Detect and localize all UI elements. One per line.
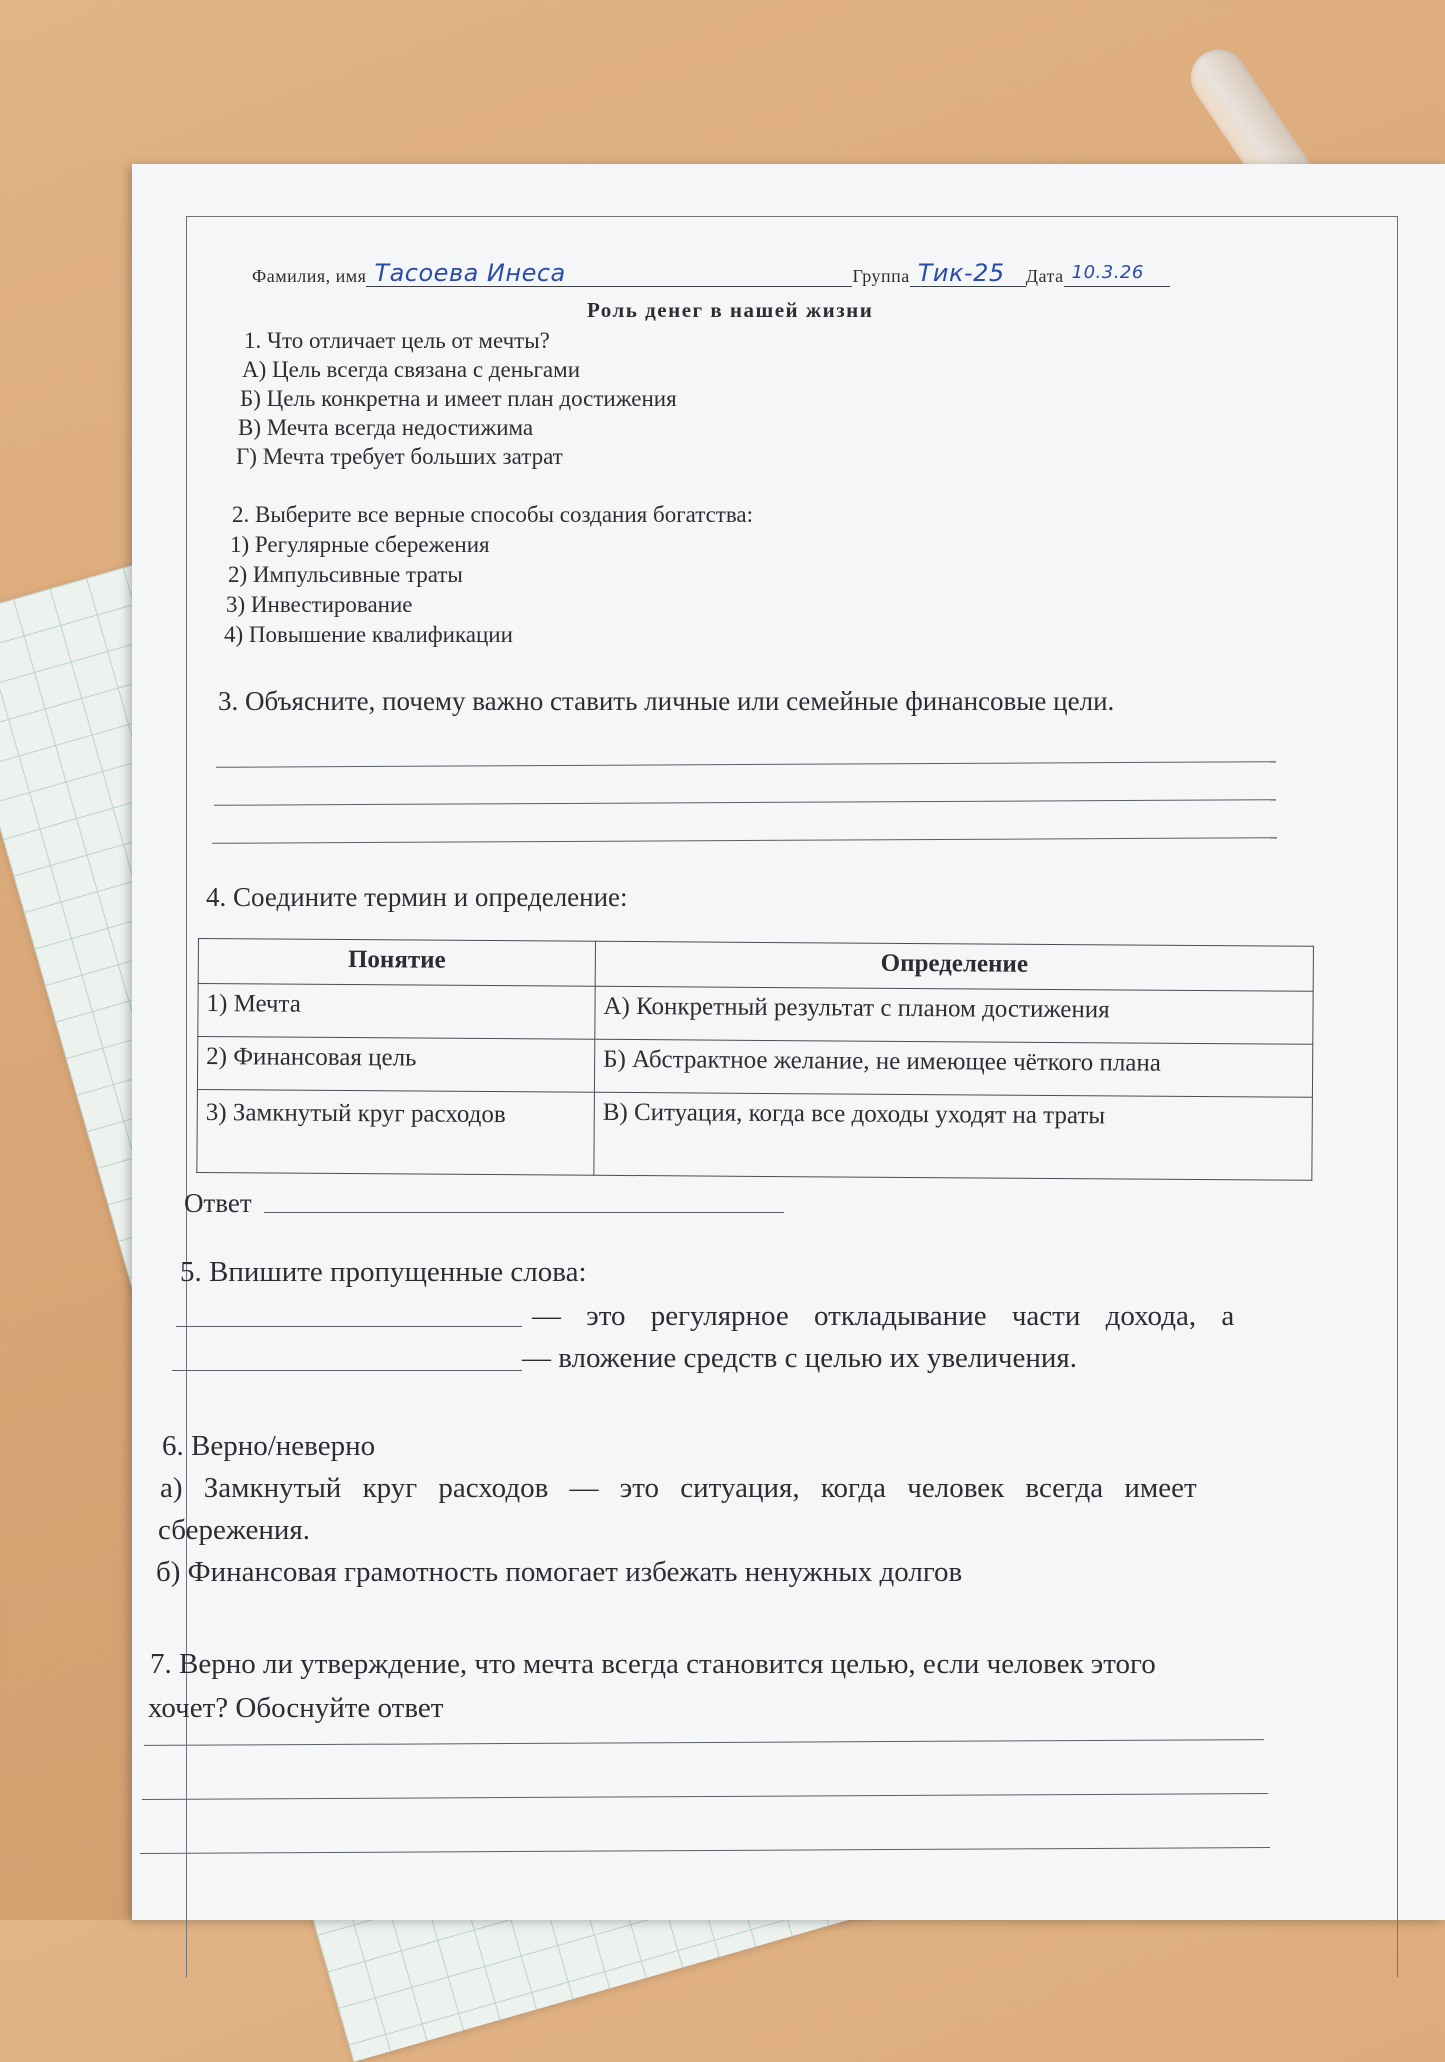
q7-answer-line-3[interactable] bbox=[140, 1847, 1270, 1854]
q7-question-line-2: хочет? Обоснуйте ответ bbox=[148, 1692, 444, 1724]
q6-statement-a-line-1: а) Замкнутый круг расходов — это ситуация, когда человек всегда имеет bbox=[160, 1472, 1197, 1504]
date-label: Дата bbox=[1025, 266, 1064, 286]
header-row bbox=[252, 260, 1392, 287]
q1-option-a: А) Цель всегда связана с деньгами bbox=[242, 357, 581, 382]
concept-cell: 2) Финансовая цель bbox=[197, 1037, 594, 1093]
q3-answer-line-3[interactable] bbox=[212, 837, 1277, 844]
name-field[interactable]: Тасоева Инеса bbox=[366, 260, 852, 287]
definition-cell: Б) Абстрактное желание, не имеющее чёткого плана bbox=[594, 1039, 1312, 1097]
concept-cell: 1) Мечта bbox=[198, 984, 595, 1040]
q2-question: 2. Выберите все верные способы создания богатства: bbox=[232, 502, 753, 527]
group-label: Группа bbox=[852, 266, 910, 286]
q2-option-4: 4) Повышение квалификации bbox=[224, 622, 513, 647]
q2-option-3: 3) Инвестирование bbox=[226, 592, 413, 617]
q6-question: 6. Верно/неверно bbox=[162, 1430, 376, 1462]
group-field[interactable]: Тик-25 bbox=[910, 260, 1026, 287]
q6-statement-a-line-2: сбережения. bbox=[158, 1514, 310, 1546]
worksheet-content bbox=[132, 164, 1445, 1920]
q1-option-c: В) Мечта всегда недостижима bbox=[238, 415, 534, 440]
concept-cell: 3) Замкнутый круг расходов bbox=[197, 1089, 595, 1175]
name-label: Фамилия, имя bbox=[252, 266, 367, 286]
table-header-row bbox=[198, 939, 1313, 992]
q3-answer-line-1[interactable] bbox=[216, 761, 1276, 768]
q4-answer-line[interactable] bbox=[264, 1212, 784, 1213]
definition-cell: А) Конкретный результат с планом достижения bbox=[595, 986, 1313, 1044]
worksheet-title: Роль денег в нашей жизни bbox=[587, 298, 874, 322]
column-concept: Понятие bbox=[198, 939, 595, 987]
q7-answer-line-1[interactable] bbox=[144, 1739, 1264, 1746]
definition-cell: В) Ситуация, когда все доходы уходят на траты bbox=[594, 1092, 1313, 1180]
q5-line-2: — вложение средств с целью их увеличения. bbox=[522, 1342, 1077, 1374]
q1-option-d: Г) Мечта требует больших затрат bbox=[236, 444, 563, 469]
q7-answer-line-2[interactable] bbox=[142, 1793, 1268, 1800]
q2-option-2: 2) Импульсивные траты bbox=[228, 562, 463, 587]
q5-blank-1[interactable] bbox=[176, 1326, 522, 1327]
worksheet-paper bbox=[132, 164, 1445, 1920]
q3-question: 3. Объясните, почему важно ставить личные или семейные финансовые цели. bbox=[218, 686, 1115, 716]
q1-question: 1. Что отличает цель от мечты? bbox=[244, 328, 550, 353]
q1-option-b: Б) Цель конкретна и имеет план достижения bbox=[240, 386, 677, 411]
table-row bbox=[198, 984, 1313, 1045]
date-field[interactable]: 10.3.26 bbox=[1064, 260, 1170, 287]
q7-question-line-1: 7. Верно ли утверждение, что мечта всегда становится целью, если человек этого bbox=[150, 1648, 1156, 1680]
q6-statement-b: б) Финансовая грамотность помогает избежать ненужных долгов bbox=[156, 1556, 963, 1588]
table-row bbox=[197, 1037, 1312, 1098]
matching-table bbox=[196, 938, 1314, 1181]
q4-question: 4. Соедините термин и определение: bbox=[206, 882, 628, 912]
table-row bbox=[197, 1089, 1313, 1180]
column-definition: Определение bbox=[595, 941, 1313, 991]
q5-question: 5. Впишите пропущенные слова: bbox=[180, 1256, 587, 1288]
q3-answer-line-2[interactable] bbox=[214, 799, 1276, 806]
q4-answer-label: Ответ bbox=[184, 1188, 252, 1218]
q2-option-1: 1) Регулярные сбережения bbox=[230, 532, 490, 557]
q5-line-1: — это регулярное откладывание части дохода, а bbox=[532, 1300, 1235, 1332]
q5-blank-2[interactable] bbox=[172, 1370, 522, 1371]
